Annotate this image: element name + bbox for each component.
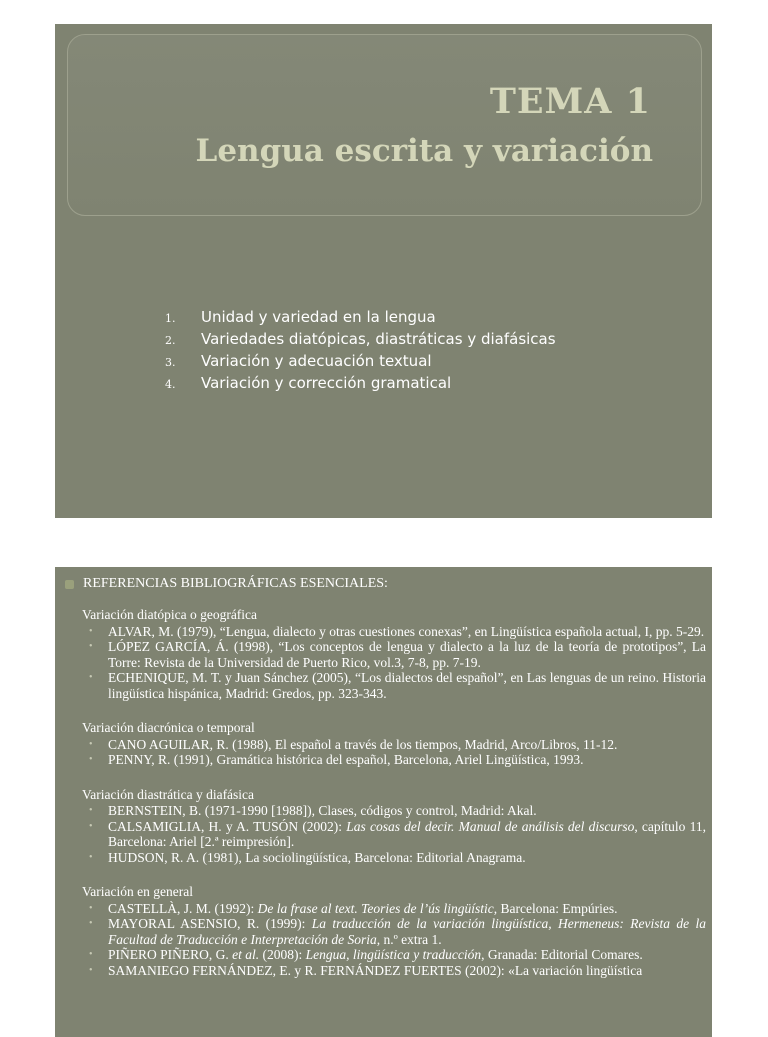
reference-list	[81, 901, 706, 979]
reference-text: HUDSON, R. A. (1981), La sociolingüística, Barcelona: Editorial Anagrama.	[108, 849, 526, 865]
bullet-icon	[65, 580, 74, 589]
reference-text: , Barcelona: Empúries.	[493, 900, 618, 916]
reference-list	[81, 803, 706, 865]
reference-entry	[81, 624, 706, 640]
topic-number: 4.	[165, 378, 176, 391]
slide-title-subheading: Lengua escrita y variación	[195, 133, 653, 169]
topic-number: 1.	[165, 312, 176, 325]
reference-entry	[81, 639, 706, 670]
reference-section	[81, 607, 706, 701]
reference-text: PIÑERO PIÑERO, G.	[108, 947, 233, 962]
reference-title-italic: Lengua, lingüística y traducción	[305, 947, 482, 962]
reference-text: (2008):	[259, 947, 306, 962]
reference-italic: et al.	[232, 947, 260, 962]
reference-section	[81, 787, 706, 866]
reference-text: CANO AGUILAR, R. (1988), El español a través de los tiempos, Madrid, Arco/Libros, 11-12.	[108, 736, 618, 752]
reference-text: PENNY, R. (1991), Gramática histórica del español, Barcelona, Ariel Lingüística, 1993.	[108, 752, 584, 767]
reference-entry	[81, 916, 706, 947]
reference-entry	[81, 670, 706, 701]
topic-text: Variación y adecuación textual	[201, 352, 432, 370]
reference-text: LÓPEZ GARCÍA, Á. (1998), “Los conceptos de lengua y dialecto a la luz de la teoría de prototipos”, La Torre: Revista de la Universidad de Puerto Rico, vol.3, 7-8, pp. 7-19.	[108, 639, 706, 670]
section-title: Variación en general	[82, 884, 193, 899]
reference-text: BERNSTEIN, B. (1971-1990 [1988]), Clases, códigos y control, Madrid: Akal.	[108, 803, 537, 818]
topic-number: 3.	[165, 356, 176, 369]
reference-entry	[81, 947, 706, 963]
references-heading	[65, 576, 388, 592]
section-title: Variación diacrónica o temporal	[82, 720, 255, 735]
reference-entry	[81, 737, 706, 753]
reference-entry	[81, 850, 706, 866]
topic-item	[165, 330, 556, 352]
reference-text: , Granada: Editorial Comares.	[481, 947, 643, 962]
section-title: Variación diatópica o geográfica	[82, 607, 258, 622]
reference-title-italic: La traducción de la variación lingüística, Hermeneus: Revista de la Facultad de Traducción e Interpretación de Soria	[108, 916, 706, 947]
reference-text: SAMANIEGO FERNÁNDEZ, E. y R. FERNÁNDEZ FUERTES (2002): «La variación lingüística	[108, 962, 643, 978]
section-title: Variación diastrática y diafásica	[82, 786, 255, 802]
reference-list	[81, 737, 706, 768]
references-heading-text: REFERENCIAS BIBLIOGRÁFICAS ESENCIALES:	[83, 576, 388, 591]
reference-section	[81, 884, 706, 978]
topic-text: Unidad y variedad en la lengua	[201, 308, 436, 326]
reference-text: ALVAR, M. (1979), “Lengua, dialecto y otras cuestiones conexas”, en Lingüística española actual, I, pp. 5-29.	[108, 623, 705, 639]
reference-text: , n.º extra 1.	[376, 931, 442, 947]
topic-text: Variación y corrección gramatical	[201, 374, 452, 392]
reference-entry	[81, 963, 706, 979]
topic-number: 2.	[165, 334, 176, 347]
reference-entry	[81, 901, 706, 917]
topic-item	[165, 308, 556, 330]
reference-entry	[81, 752, 706, 768]
reference-text: ECHENIQUE, M. T. y Juan Sánchez (2005), “Los dialectos del español”, en Las lenguas de un reino. Historia lingüística hispánica, Madrid: Gredos, pp. 323-343.	[108, 670, 706, 701]
reference-section	[81, 720, 706, 768]
slide-title	[55, 24, 712, 518]
reference-text: CALSAMIGLIA, H. y A. TUSÓN (2002):	[108, 818, 347, 834]
reference-list	[81, 624, 706, 702]
topic-item	[165, 352, 556, 374]
reference-title-italic: Las cosas del decir. Manual de análisis del discurso	[346, 818, 635, 834]
topic-item	[165, 374, 556, 396]
reference-entry	[81, 803, 706, 819]
reference-title-italic: De la frase al text. Teories de l’ús lingüístic	[257, 900, 494, 916]
topic-text: Variedades diatópicas, diastráticas y diafásicas	[201, 330, 556, 348]
references-body	[81, 607, 706, 997]
reference-entry	[81, 819, 706, 850]
topic-list	[165, 308, 556, 396]
reference-text: CASTELLÀ, J. M. (1992):	[108, 900, 258, 916]
slide-title-heading: TEMA 1	[489, 81, 651, 122]
title-box	[67, 34, 702, 216]
slide-references	[55, 567, 712, 1037]
reference-text: MAYORAL ASENSIO, R. (1999):	[108, 916, 312, 931]
reference-text: , capítulo 11, Barcelona: Ariel [2.ª reimpresión].	[108, 818, 706, 849]
